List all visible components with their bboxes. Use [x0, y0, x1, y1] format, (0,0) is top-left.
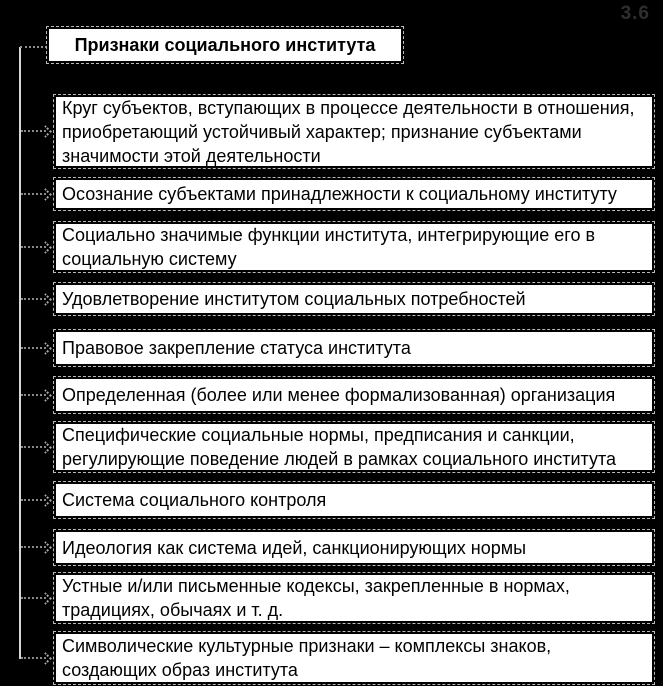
feature-text: Устные и/или письменные кодексы, закрепленные в нормах, традициях, обычаях и т. д.	[62, 576, 570, 620]
feature-box	[54, 95, 654, 168]
arrow-right-icon	[21, 187, 53, 201]
feature-text: Определенная (более или менее формализованная) организация	[62, 385, 616, 405]
feature-box	[54, 422, 654, 472]
feature-text: Круг субъектов, вступающих в процессе деятельности в отношения, приобретающий устойчивый характер; признание субъектами значимости этой деятельности	[62, 97, 635, 166]
feature-text: Осознание субъектами принадлежности к социальному институту	[62, 184, 617, 204]
feature-text: Правовое закрепление статуса института	[62, 338, 411, 358]
arrow-right-icon	[21, 540, 53, 554]
feature-box	[54, 330, 654, 366]
feature-box	[54, 283, 654, 315]
feature-text: Идеология как система идей, санкционирующих нормы	[62, 537, 527, 558]
feature-box	[54, 482, 654, 518]
feature-text: Специфические социальные нормы, предписания и санкции, регулирующие поведение людей в рамках социального института	[62, 425, 617, 469]
feature-box	[54, 573, 654, 623]
feature-text: Социально значимые функции института, интегрирующие его в социальную систему	[62, 225, 596, 269]
arrow-right-icon	[21, 341, 53, 355]
diagram-title: Признаки социального института	[74, 34, 376, 55]
feature-box	[54, 632, 654, 684]
feature-text: Символические культурные признаки – комплексы знаков, создающих образ института	[62, 636, 552, 680]
arrow-right-icon	[21, 493, 53, 507]
connector-line	[20, 46, 47, 48]
feature-box	[54, 377, 654, 413]
arrow-right-icon	[21, 651, 53, 665]
feature-box	[54, 530, 654, 565]
arrow-right-icon	[21, 292, 53, 306]
arrow-right-icon	[21, 240, 53, 254]
feature-box	[54, 178, 654, 210]
arrow-right-icon	[21, 124, 53, 138]
title-box	[47, 27, 403, 63]
arrow-right-icon	[21, 440, 53, 454]
page-number: 3.6	[620, 3, 650, 24]
feature-box	[54, 222, 654, 272]
arrow-right-icon	[21, 388, 53, 402]
feature-text: Удовлетворение институтом социальных потребностей	[62, 289, 526, 309]
feature-text: Система социального контроля	[62, 490, 327, 510]
arrow-right-icon	[21, 591, 53, 605]
